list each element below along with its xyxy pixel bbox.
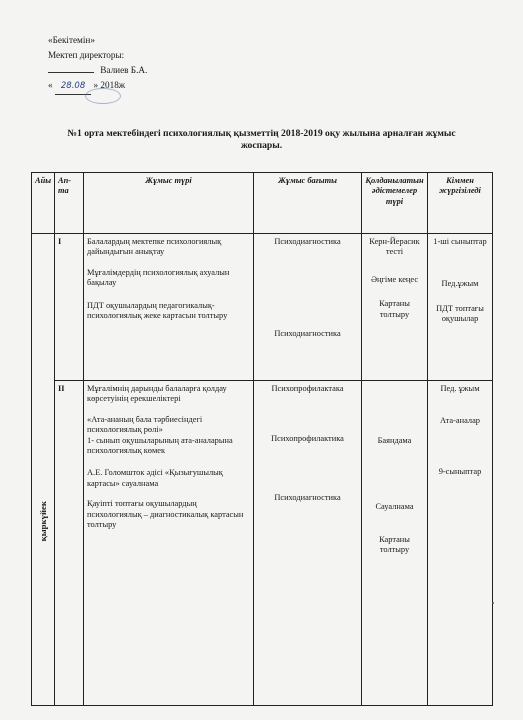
document-title xyxy=(0,128,523,152)
methods-item: Әңгіме кеңес xyxy=(370,274,419,284)
work-item: «Ата-ананың бала тәрбиесіндегі психологиялық рөлі» xyxy=(87,414,203,435)
methods-cell xyxy=(362,381,428,706)
work-item: ПДТ оқушылардың педагогикалық-психологиялық жеке картасын толтыру xyxy=(87,300,228,321)
table-row xyxy=(32,381,493,706)
work-item: 1- сынып оқушыларының ата-аналарына психологиялық көмек xyxy=(87,435,233,456)
signature-blank xyxy=(48,64,94,73)
director-signature-line xyxy=(48,63,147,78)
direction-cell xyxy=(254,381,362,706)
header-week: Ап-та xyxy=(55,173,84,234)
handwritten-date: 28.08 xyxy=(55,79,91,95)
by-whom-item: 9-сыныптар xyxy=(438,466,482,476)
direction-item: Психопрофилактика xyxy=(271,434,344,444)
work-cell xyxy=(84,381,254,706)
by-whom-item: 1-ші сыныптар xyxy=(433,237,487,246)
director-label: Мектеп директоры: xyxy=(48,50,125,60)
methods-item: Картаны толтыру xyxy=(379,299,410,319)
work-item: А.Е. Голомшток әдісі «Қызығушылық картасы» сауалнама xyxy=(87,468,223,488)
by-whom-cell xyxy=(428,234,493,381)
methods-item: Баяндама xyxy=(377,436,412,445)
by-whom-item: Ата-аналар xyxy=(440,416,480,426)
by-whom-item: Пед. ұжым xyxy=(440,384,480,393)
header-month: Айы xyxy=(32,173,55,234)
work-plan-table xyxy=(31,172,493,706)
approval-block xyxy=(48,33,147,95)
direction-item: Психодиагностика xyxy=(274,329,341,339)
date-year: » 2018ж xyxy=(93,80,126,90)
methods-item: Картаны толтыру xyxy=(379,534,410,555)
by-whom-cell xyxy=(428,381,493,706)
work-item: Мұғалімдердің психологиялық ахуалын бақылау xyxy=(87,267,230,288)
work-item: Балалардың мектепке психологиялық дайындығын анықтау xyxy=(87,237,222,257)
month-name: қыркүйек xyxy=(37,501,48,542)
header-work-type: Жұмыс түрі xyxy=(84,173,254,234)
header-methods: Қолданылатын әдістемелер түрі xyxy=(362,173,428,234)
direction-item: Психопрофилактака xyxy=(271,384,344,393)
title-line-1: №1 орта мектебіндегі психологиялық қызметтің 2018-2019 оқу жылына арналған жұмыс xyxy=(67,128,456,139)
methods-item: Сауалнама xyxy=(375,502,414,512)
title-line-2: жоспары. xyxy=(240,140,283,151)
table-row xyxy=(32,234,493,381)
work-item: Мұғалімнің дарынды балаларға қолдау көрсетуінің ерекшеліктері xyxy=(87,384,227,404)
director-name: Валиев Б.А. xyxy=(100,65,148,75)
by-whom-item: ПДТ топтағы оқушылар xyxy=(436,303,484,324)
direction-item: Психодиагностика xyxy=(274,237,341,246)
direction-item: Психодиагностика xyxy=(274,492,341,502)
ink-stamp-mark xyxy=(85,88,121,104)
methods-item: Керн-Йерасик тесті xyxy=(369,237,420,257)
header-direction: Жұмыс бағыты xyxy=(254,173,362,234)
week-cell: II xyxy=(55,381,84,706)
week-cell: I xyxy=(55,234,84,381)
work-item: Қауіпті топтағы оқушылардың психологиялық – диагностикалық картасын толтыру xyxy=(87,499,244,530)
methods-cell xyxy=(362,234,428,381)
scan-dot xyxy=(492,602,494,604)
table-header-row xyxy=(32,173,493,234)
approval-heading: «Бекітемін» xyxy=(48,35,95,45)
by-whom-item: Пед.ұжым xyxy=(441,279,479,289)
direction-cell xyxy=(254,234,362,381)
work-cell xyxy=(84,234,254,381)
month-cell xyxy=(32,234,55,706)
date-open-quote: « xyxy=(48,80,53,90)
header-by-whom: Кіммен жүргізіледі xyxy=(428,173,493,234)
